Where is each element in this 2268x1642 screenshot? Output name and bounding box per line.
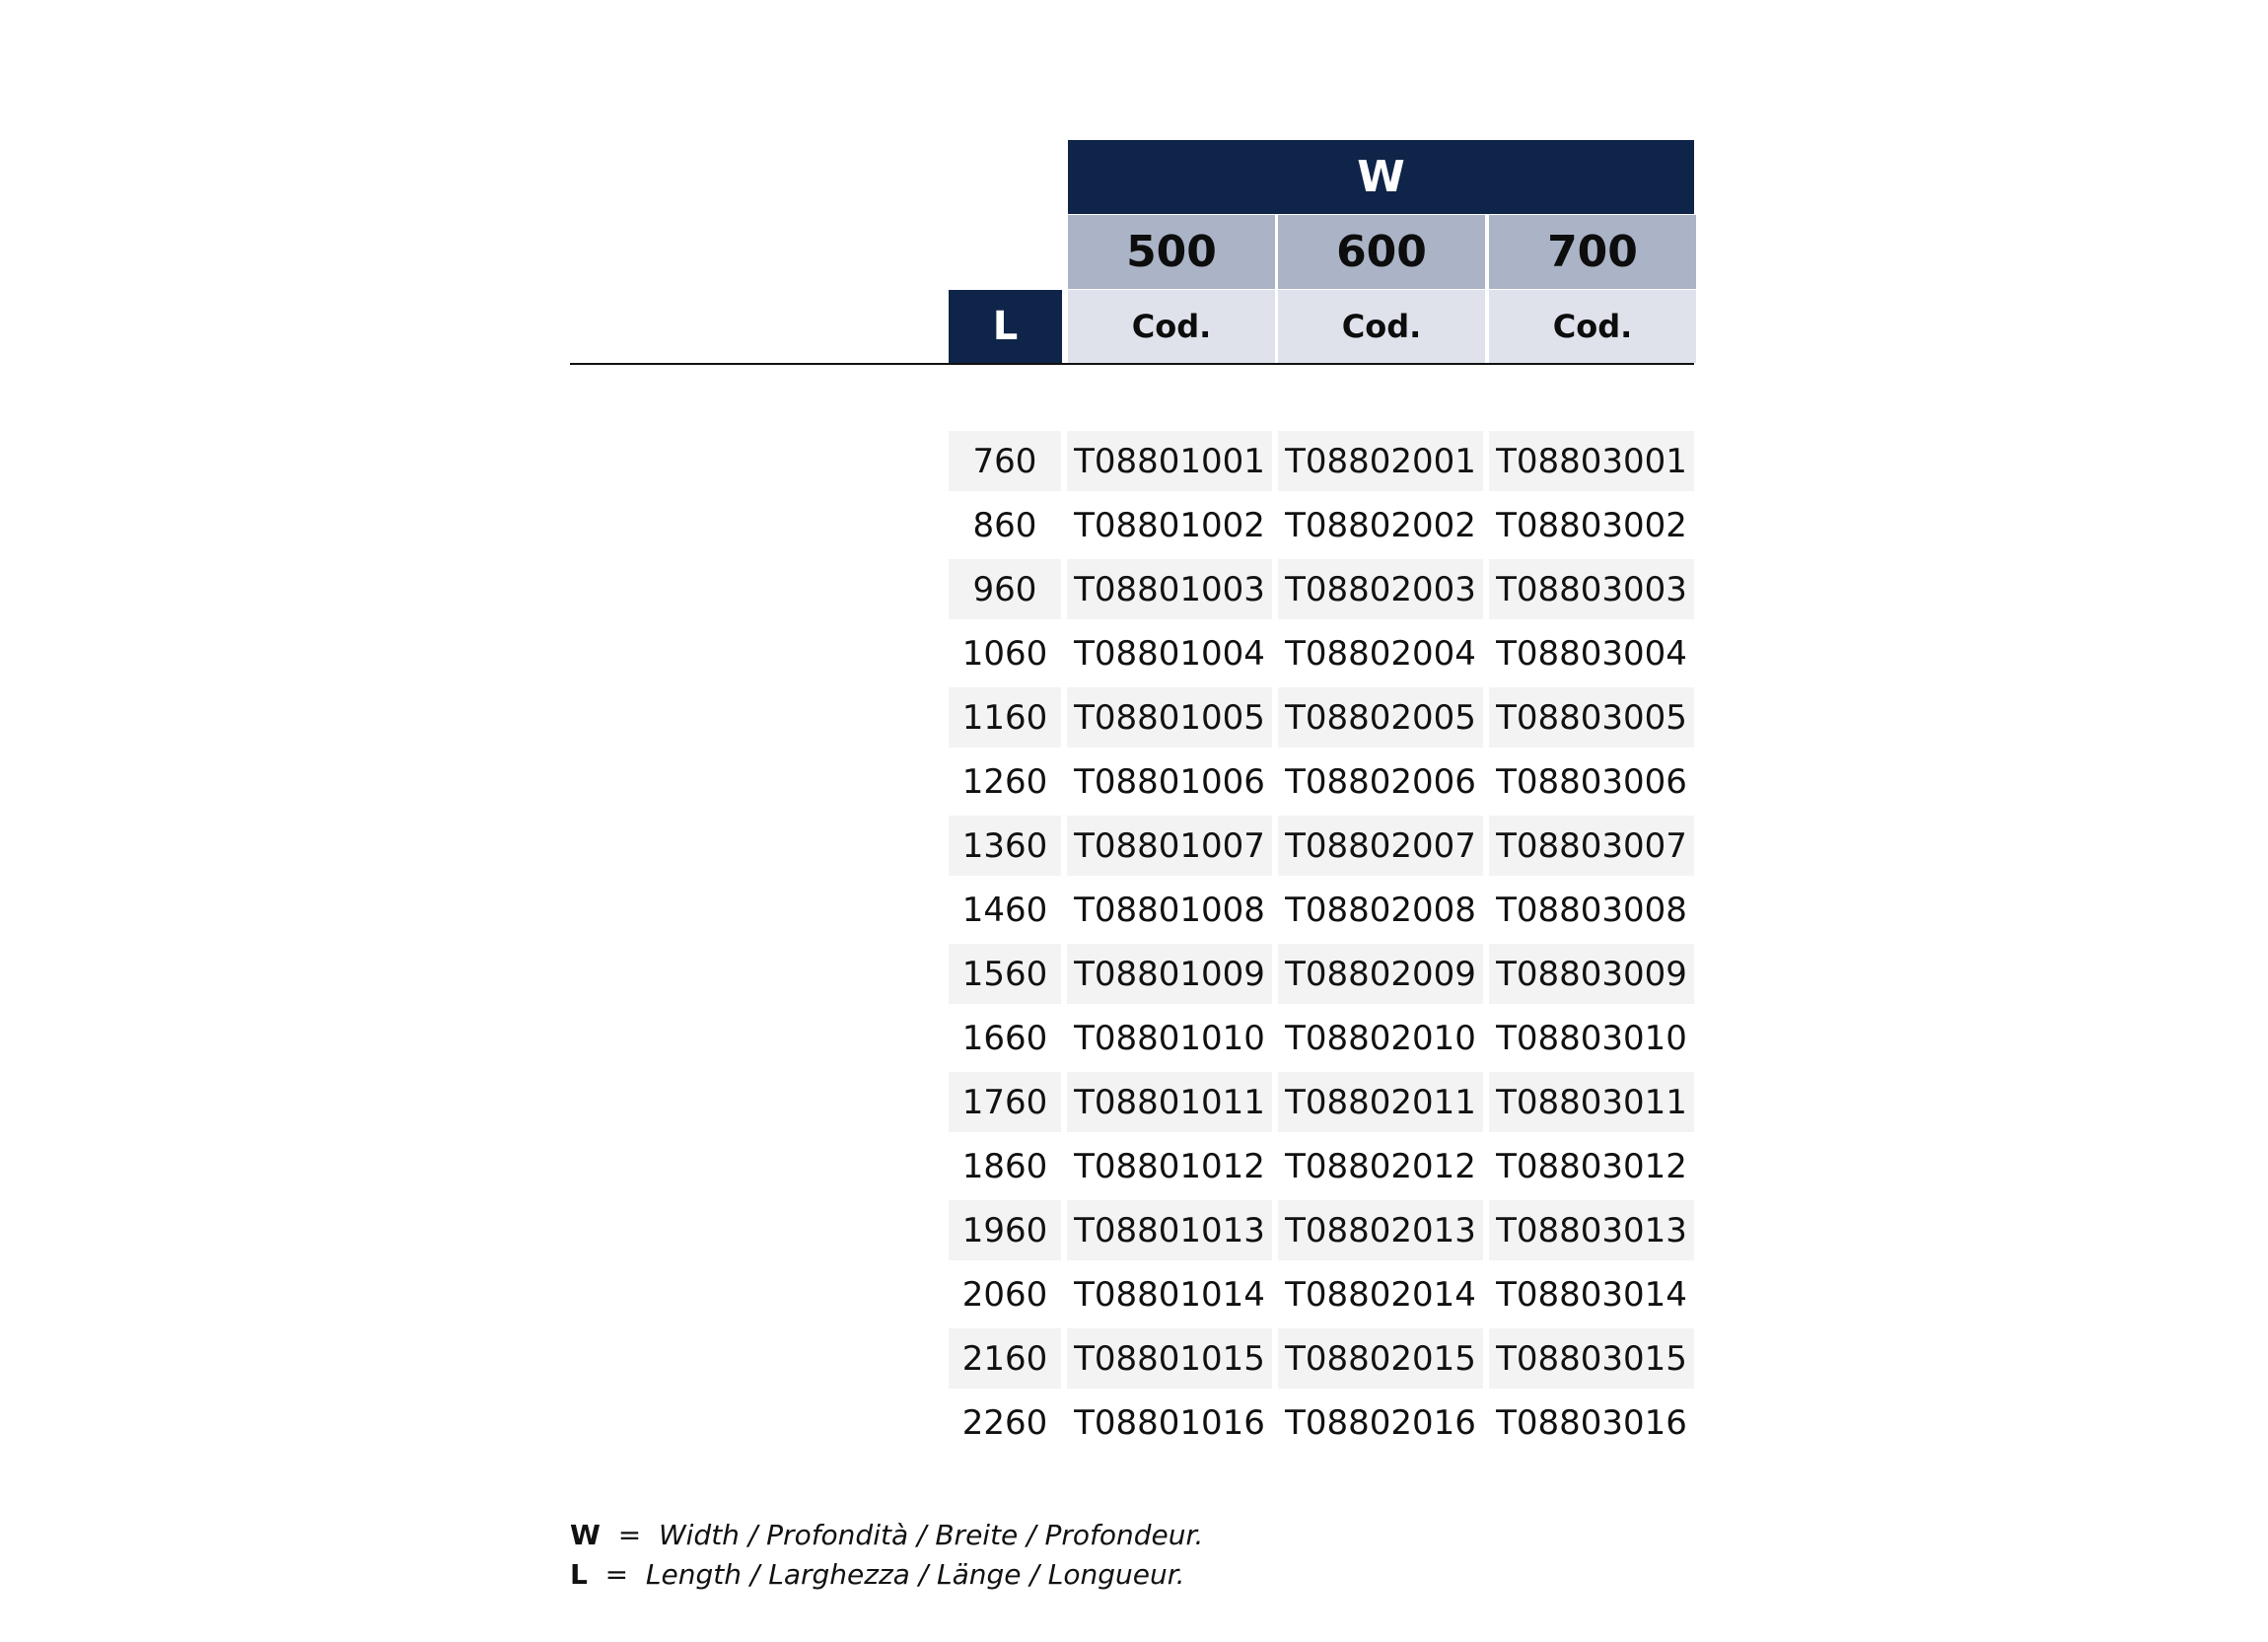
length-cell: 760 xyxy=(949,431,1061,491)
code-cell: T08803013 xyxy=(1489,1200,1694,1260)
table-row xyxy=(949,495,1694,559)
code-cell: T08803011 xyxy=(1489,1072,1694,1132)
code-cell: T08803015 xyxy=(1489,1328,1694,1389)
length-cell: 1260 xyxy=(961,761,1048,802)
table-row xyxy=(949,1392,1694,1457)
legend-length xyxy=(570,1558,1185,1591)
code-cell: T08801011 xyxy=(1067,1072,1272,1132)
l-header: L xyxy=(949,290,1062,363)
code-cell: T08803010 xyxy=(1496,1018,1687,1058)
table-row xyxy=(949,1200,1694,1264)
length-cell: 1360 xyxy=(949,816,1061,876)
legend-w-equals: = xyxy=(608,1519,651,1551)
code-cell: T08802004 xyxy=(1285,633,1476,674)
table-row xyxy=(949,944,1694,1008)
legend-w-text: Width / Profondità / Breite / Profondeur. xyxy=(658,1519,1204,1551)
code-cell: T08803008 xyxy=(1496,890,1687,930)
table-row xyxy=(949,816,1694,880)
length-cell: 960 xyxy=(949,559,1061,619)
code-cell: T08802006 xyxy=(1285,761,1476,802)
table-row xyxy=(949,559,1694,623)
code-label-600: Cod. xyxy=(1278,290,1485,363)
code-cell: T08801006 xyxy=(1074,761,1265,802)
legend-l-key: L xyxy=(570,1558,588,1591)
code-cell: T08801010 xyxy=(1074,1018,1265,1058)
code-cell: T08801013 xyxy=(1067,1200,1272,1260)
code-cell: T08801008 xyxy=(1074,890,1265,930)
code-cell: T08803007 xyxy=(1489,816,1694,876)
code-cell: T08801009 xyxy=(1067,944,1272,1004)
length-cell: 1460 xyxy=(961,890,1048,930)
w-header: W xyxy=(1068,140,1694,214)
legend-l-text: Length / Larghezza / Länge / Longueur. xyxy=(645,1558,1185,1591)
code-cell: T08801007 xyxy=(1067,816,1272,876)
table-row xyxy=(949,1136,1694,1200)
code-cell: T08801015 xyxy=(1067,1328,1272,1389)
code-cell: T08803014 xyxy=(1496,1274,1687,1315)
code-cell: T08803005 xyxy=(1489,687,1694,748)
length-cell: 2160 xyxy=(949,1328,1061,1389)
code-cell: T08802010 xyxy=(1285,1018,1476,1058)
code-cell: T08801003 xyxy=(1067,559,1272,619)
table-row xyxy=(949,1328,1694,1392)
length-cell: 2260 xyxy=(961,1402,1048,1443)
table-row xyxy=(949,880,1694,944)
table-row xyxy=(949,1008,1694,1072)
code-cell: T08802001 xyxy=(1278,431,1483,491)
length-cell: 1060 xyxy=(961,633,1048,674)
length-cell: 860 xyxy=(972,505,1037,545)
code-cell: T08803003 xyxy=(1489,559,1694,619)
legend-width xyxy=(570,1519,1203,1551)
code-cell: T08802014 xyxy=(1285,1274,1476,1315)
code-cell: T08801001 xyxy=(1067,431,1272,491)
code-cell: T08801005 xyxy=(1067,687,1272,748)
width-column-500: 500 xyxy=(1068,215,1275,289)
code-cell: T08803004 xyxy=(1496,633,1687,674)
width-column-600: 600 xyxy=(1278,215,1485,289)
code-cell: T08801002 xyxy=(1074,505,1265,545)
length-cell: 1560 xyxy=(949,944,1061,1004)
code-cell: T08802003 xyxy=(1278,559,1483,619)
header-divider xyxy=(570,363,1694,365)
table-row xyxy=(949,751,1694,816)
code-cell: T08802016 xyxy=(1285,1402,1476,1443)
code-cell: T08802015 xyxy=(1278,1328,1483,1389)
code-cell: T08802013 xyxy=(1278,1200,1483,1260)
code-cell: T08802005 xyxy=(1278,687,1483,748)
code-cell: T08802008 xyxy=(1285,890,1476,930)
code-cell: T08803012 xyxy=(1496,1146,1687,1186)
code-label-500: Cod. xyxy=(1068,290,1275,363)
code-cell: T08802007 xyxy=(1278,816,1483,876)
length-cell: 1760 xyxy=(949,1072,1061,1132)
length-cell: 1960 xyxy=(949,1200,1061,1260)
code-cell: T08803009 xyxy=(1489,944,1694,1004)
length-cell: 2060 xyxy=(961,1274,1048,1315)
code-cell: T08801012 xyxy=(1074,1146,1265,1186)
code-label-700: Cod. xyxy=(1489,290,1696,363)
table-row xyxy=(949,623,1694,687)
code-cell: T08801004 xyxy=(1074,633,1265,674)
code-cell: T08801014 xyxy=(1074,1274,1265,1315)
code-cell: T08802011 xyxy=(1278,1072,1483,1132)
code-cell: T08801016 xyxy=(1074,1402,1265,1443)
table-row xyxy=(949,1072,1694,1136)
code-cell: T08802002 xyxy=(1285,505,1476,545)
code-cell: T08802009 xyxy=(1278,944,1483,1004)
code-cell: T08803001 xyxy=(1489,431,1694,491)
length-cell: 1660 xyxy=(961,1018,1048,1058)
width-column-700: 700 xyxy=(1489,215,1696,289)
legend-w-key: W xyxy=(570,1519,601,1551)
table-row xyxy=(949,687,1694,751)
table-row xyxy=(949,431,1694,495)
length-cell: 1860 xyxy=(961,1146,1048,1186)
code-cell: T08802012 xyxy=(1285,1146,1476,1186)
legend-l-equals: = xyxy=(596,1558,638,1591)
table-body xyxy=(949,431,1694,1457)
code-cell: T08803016 xyxy=(1496,1402,1687,1443)
table-row xyxy=(949,1264,1694,1328)
length-cell: 1160 xyxy=(949,687,1061,748)
code-cell: T08803002 xyxy=(1496,505,1687,545)
code-cell: T08803006 xyxy=(1496,761,1687,802)
